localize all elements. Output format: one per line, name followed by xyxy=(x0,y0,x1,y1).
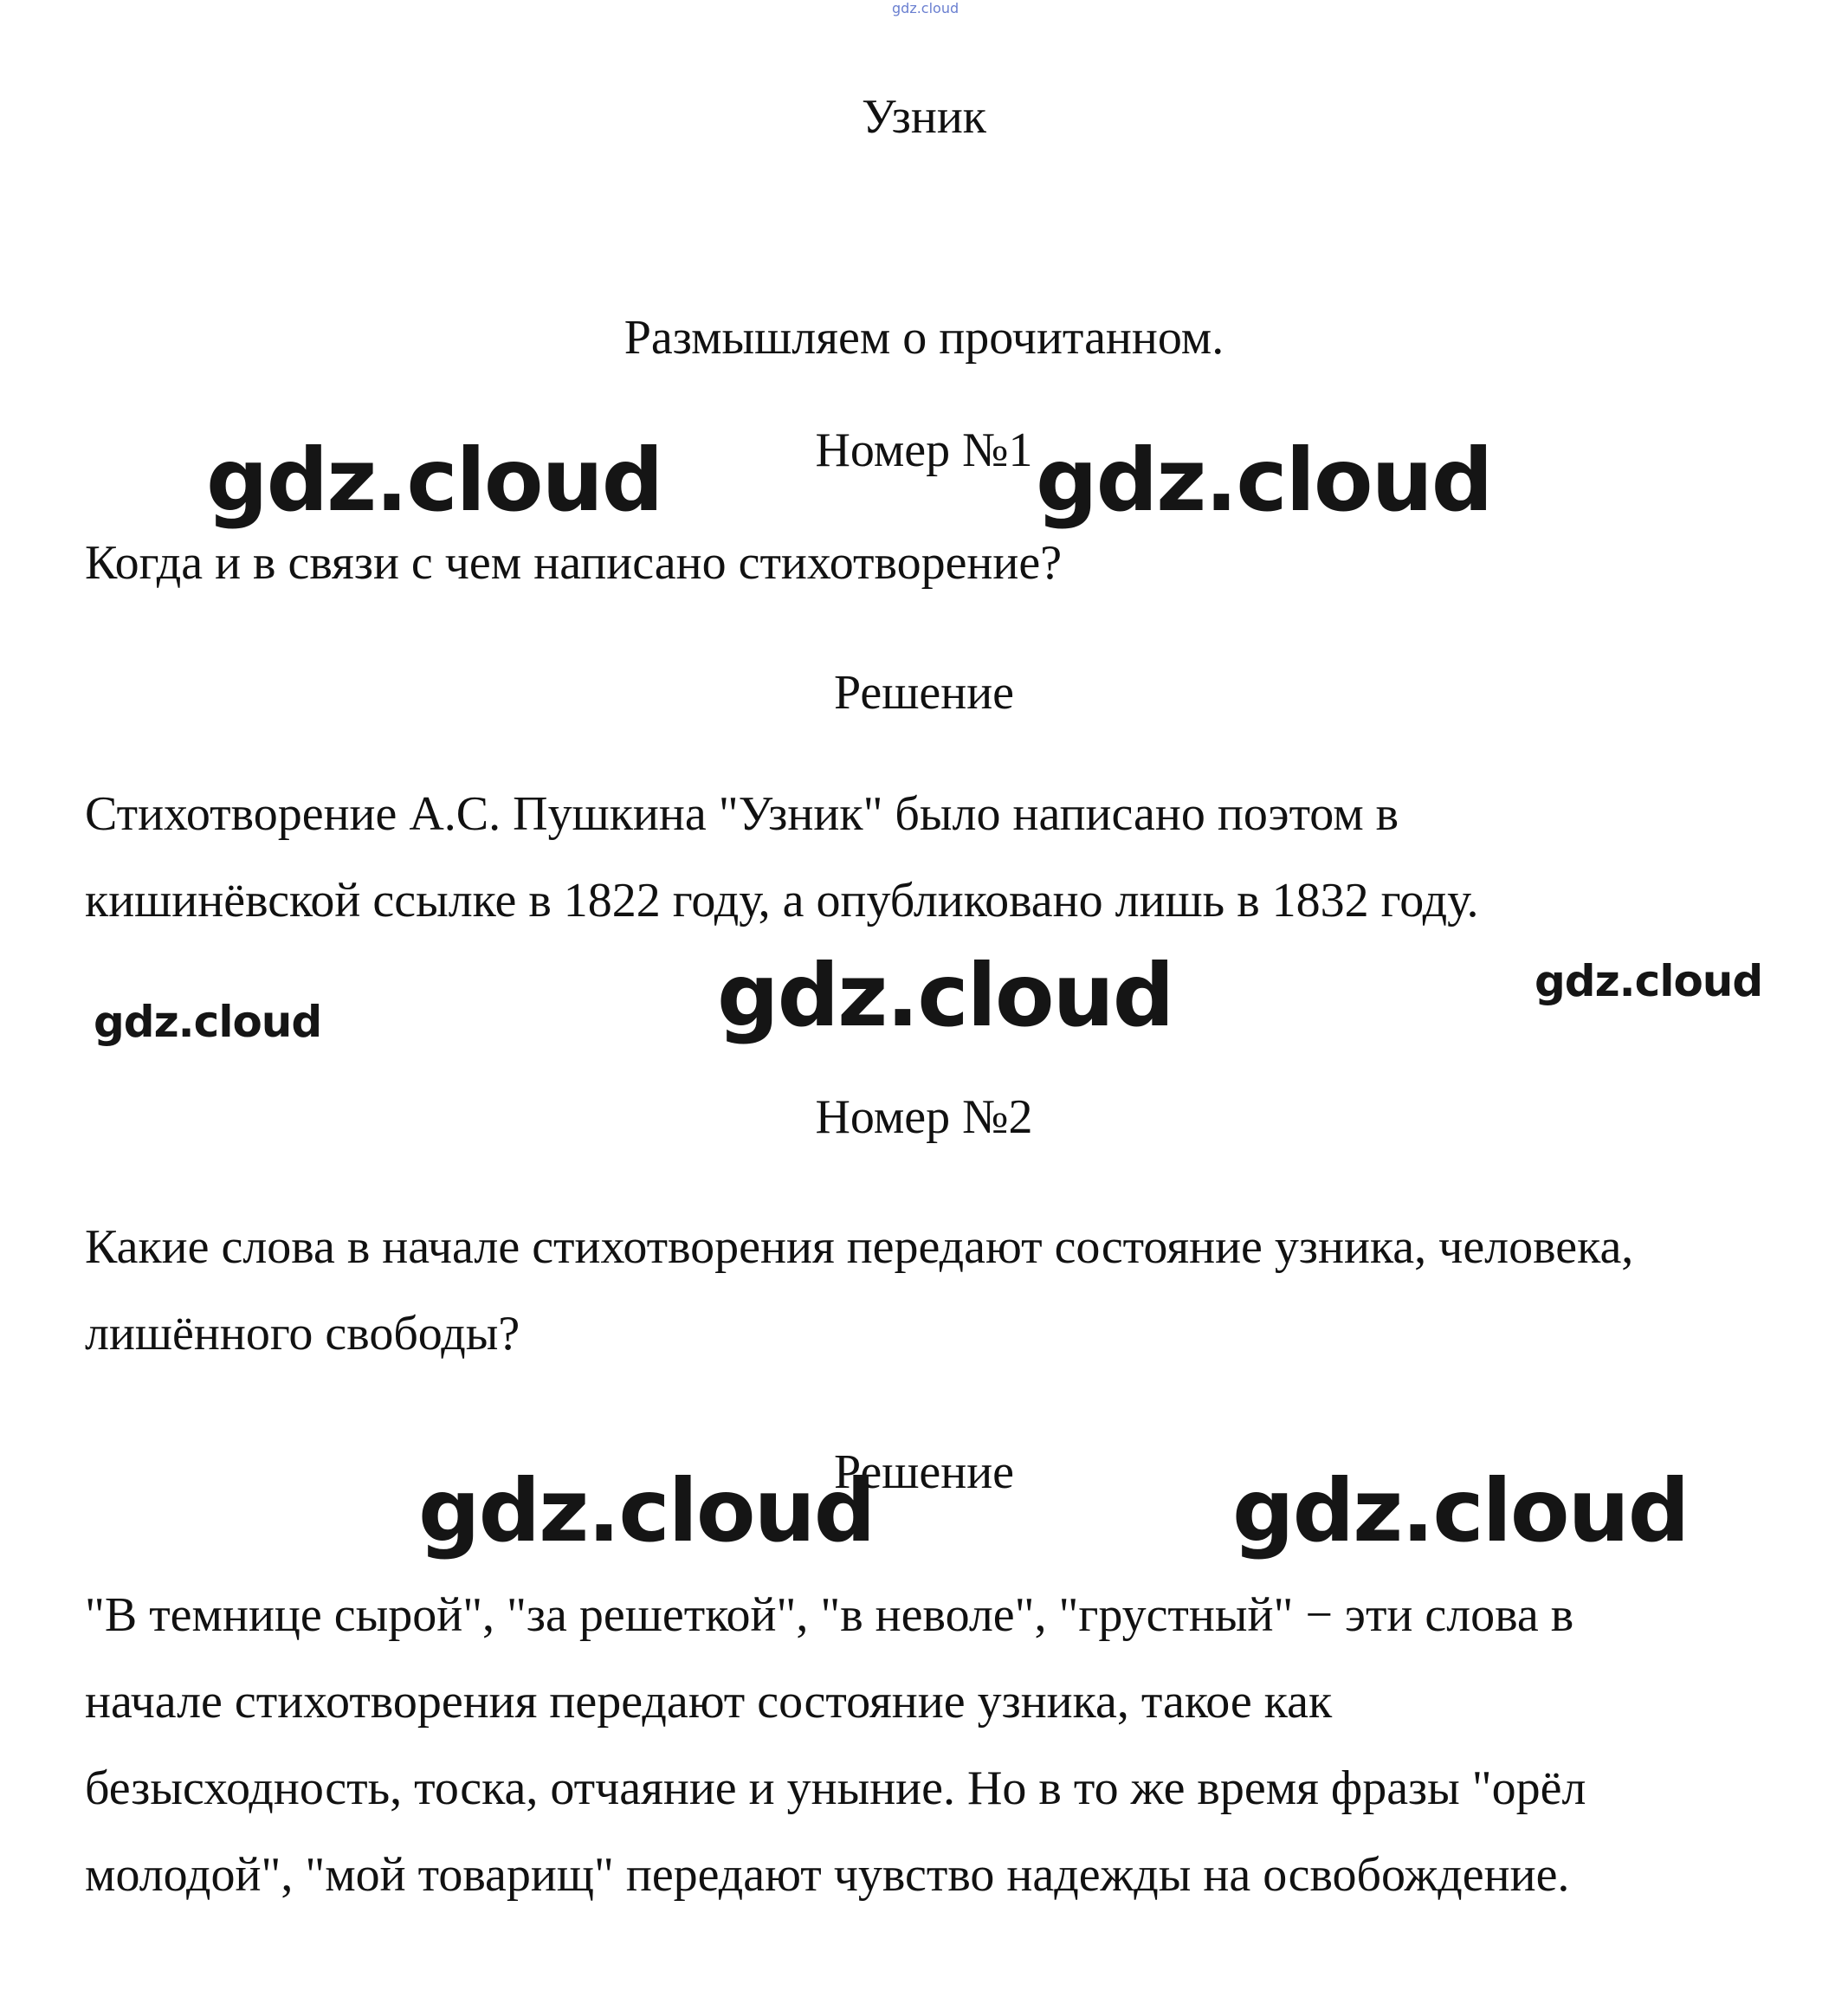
task-1-question xyxy=(85,520,1062,606)
watermark: gdz.cloud xyxy=(1232,1460,1689,1561)
watermark: gdz.cloud xyxy=(717,945,1173,1046)
watermark: gdz.cloud xyxy=(94,997,322,1047)
watermark: gdz.cloud xyxy=(1036,430,1492,531)
task-1-question-line: Когда и в связи с чем написано стихотворение? xyxy=(85,536,1063,590)
section-subtitle: Размышляем о прочитанном. xyxy=(624,311,1224,365)
task-2-question-line: лишённого свободы? xyxy=(85,1307,520,1360)
task-1-answer-line: Стихотворение А.С. Пушкина "Узник" было написано поэтом в xyxy=(85,787,1399,841)
watermark: gdz.cloud xyxy=(206,430,662,531)
task-2-answer-line: начале стихотворения передают состояние узника, такое как xyxy=(85,1675,1333,1729)
task-2-solution-label: Решение xyxy=(833,1445,1015,1499)
task-2-number: Номер №2 xyxy=(815,1090,1033,1144)
task-2-question xyxy=(85,1204,1633,1377)
task-1-number: Номер №1 xyxy=(815,423,1033,477)
task-1-answer xyxy=(85,771,1478,944)
task-2-answer-line: "В темнице сырой", "за решеткой", "в неволе", "грустный" − эти слова в xyxy=(85,1588,1574,1642)
top-watermark: gdz.cloud xyxy=(892,0,960,16)
page-title: Узник xyxy=(862,90,986,144)
task-1-answer-line: кишинёвской ссылке в 1822 году, а опубликовано лишь в 1832 году. xyxy=(85,874,1479,927)
task-1-solution-label: Решение xyxy=(833,666,1015,720)
task-2-answer-line: молодой", "мой товарищ" передают чувство надежды на освобождение. xyxy=(85,1848,1570,1902)
task-2-question-line: Какие слова в начале стихотворения передают состояние узника, человека, xyxy=(85,1220,1634,1274)
task-2-answer xyxy=(85,1572,1586,1918)
watermark: gdz.cloud xyxy=(1535,956,1763,1006)
watermark: gdz.cloud xyxy=(418,1460,875,1561)
task-2-answer-line: безысходность, тоска, отчаяние и уныние. Но в то же время фразы "орёл xyxy=(85,1761,1586,1815)
